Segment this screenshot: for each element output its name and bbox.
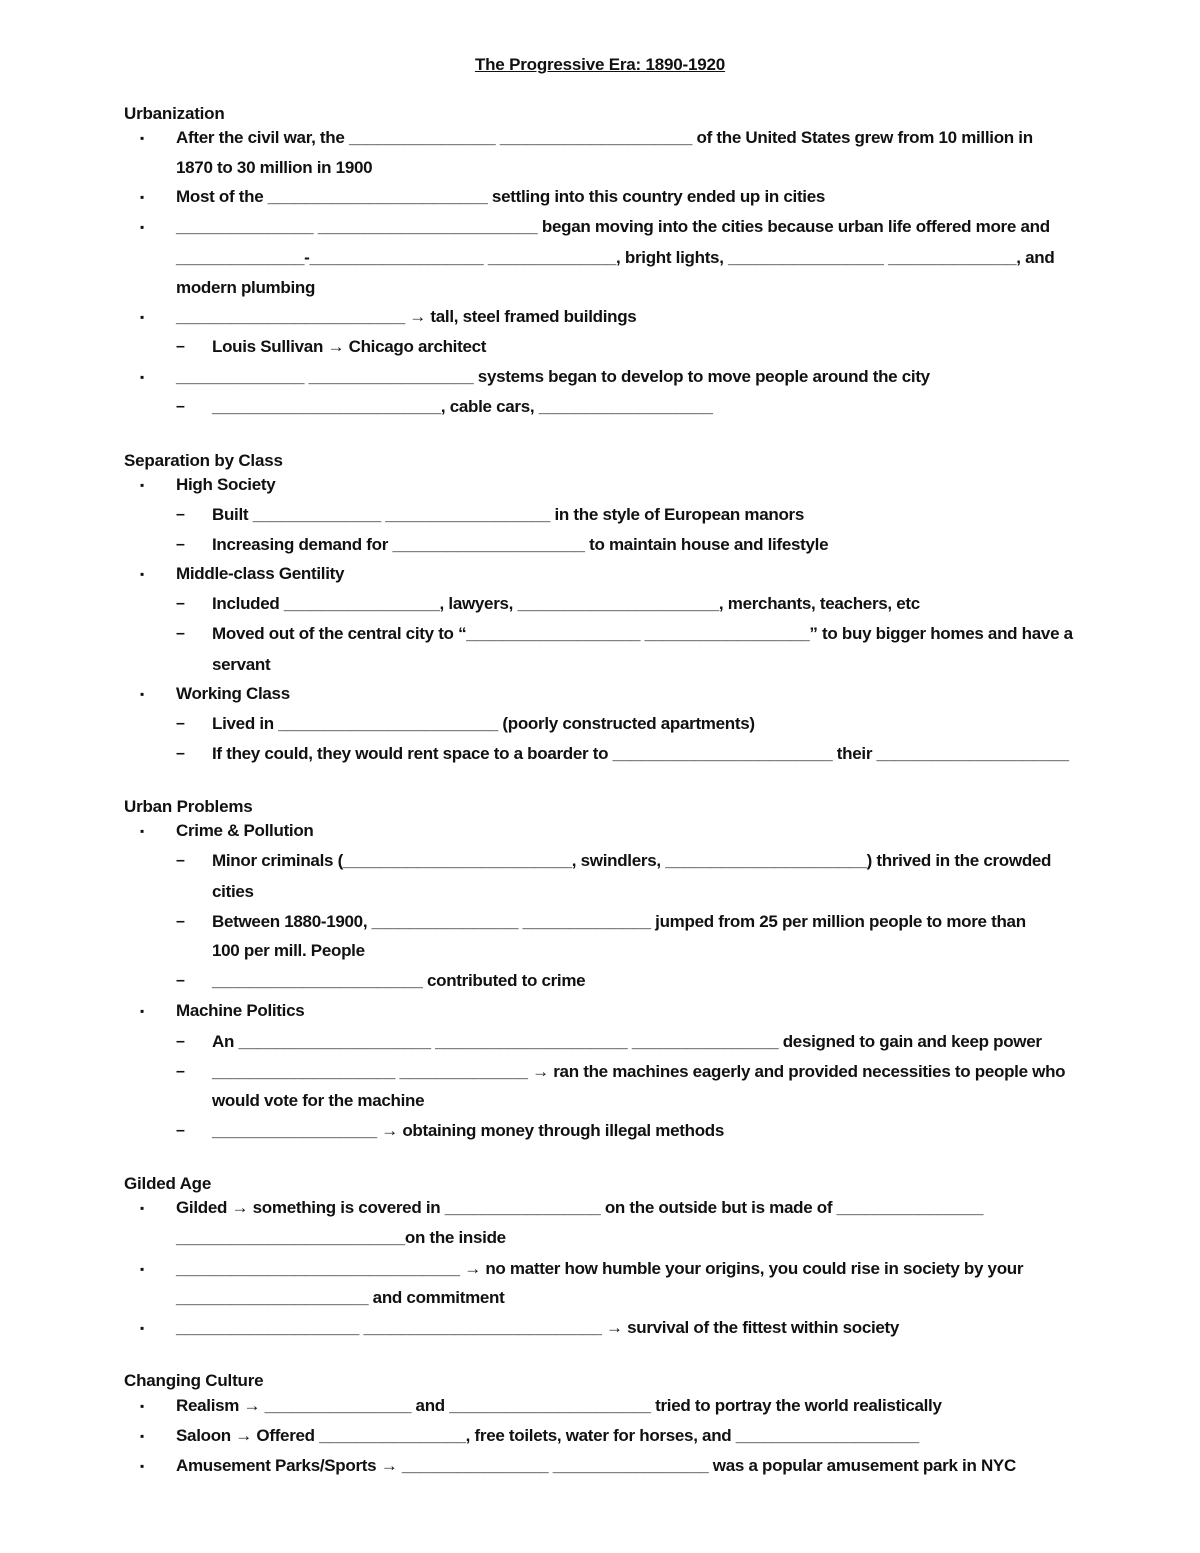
bullet-marker: ▪ (140, 687, 145, 701)
note-line: Machine Politics (176, 1001, 305, 1020)
bullet-marker: ▪ (140, 370, 145, 384)
section-heading-gilded-age: Gilded Age (124, 1174, 212, 1193)
dash-marker: – (176, 1033, 185, 1050)
note-line: After the civil war, the ________________ _____________________ of the United States grew from 10 million in (176, 128, 1033, 147)
sub-note-line: Minor criminals (_________________________, swindlers, ______________________) thrived in the crowded (212, 851, 1052, 870)
bullet-marker: ▪ (140, 1004, 145, 1018)
bullet-marker: ▪ (140, 478, 145, 492)
bullet-marker: ▪ (140, 567, 145, 581)
sub-note-line: __________________ → obtaining money through illegal methods (212, 1121, 725, 1140)
note-line: Most of the ________________________ settling into this country ended up in cities (176, 187, 826, 206)
dash-marker: – (176, 338, 185, 355)
dash-marker: – (176, 745, 185, 762)
dash-marker: – (176, 625, 185, 642)
dash-marker: – (176, 913, 185, 930)
sub-note-line-continued: 100 per mill. People (212, 941, 365, 960)
sub-note-line: ____________________ ______________ → ran the machines eagerly and provided necessities to people who (212, 1062, 1066, 1081)
dash-marker: – (176, 972, 185, 989)
section-heading-urbanization: Urbanization (124, 104, 225, 123)
note-line: Saloon → Offered ________________, free toilets, water for horses, and ____________________ (176, 1426, 919, 1445)
bullet-marker: ▪ (140, 131, 145, 145)
dash-marker: – (176, 1063, 185, 1080)
dash-marker: – (176, 852, 185, 869)
note-line: Working Class (176, 684, 290, 703)
sub-note-line: Increasing demand for _____________________ to maintain house and lifestyle (212, 535, 829, 554)
bullet-marker: ▪ (140, 1429, 145, 1443)
sub-note-line-continued: would vote for the machine (212, 1091, 425, 1110)
sub-note-line: _______________________ contributed to crime (212, 971, 586, 990)
section-heading-urban-problems: Urban Problems (124, 797, 253, 816)
note-line: High Society (176, 475, 276, 494)
note-line: Middle-class Gentility (176, 564, 345, 583)
sub-note-line: An _____________________ _____________________ ________________ designed to gain and keep power (212, 1032, 1042, 1051)
note-line: Gilded → something is covered in _________________ on the outside but is made of ________________ (176, 1198, 984, 1217)
section-heading-separation-by-class: Separation by Class (124, 451, 283, 470)
dash-marker: – (176, 595, 185, 612)
note-line-continued: modern plumbing (176, 278, 316, 297)
dash-marker: – (176, 715, 185, 732)
page-title: The Progressive Era: 1890-1920 (474, 55, 726, 74)
dash-marker: – (176, 536, 185, 553)
bullet-marker: ▪ (140, 824, 145, 838)
bullet-marker: ▪ (140, 190, 145, 204)
note-line-continued: ______________-___________________ ______________, bright lights, _________________ ______________, and (176, 248, 1055, 267)
note-line: _______________________________ → no matter how humble your origins, you could rise in society by your (176, 1259, 1024, 1278)
sub-note-line: _________________________, cable cars, ___________________ (212, 397, 713, 416)
bullet-marker: ▪ (140, 310, 145, 324)
note-line-continued: _________________________on the inside (176, 1228, 506, 1247)
sub-note-line: Louis Sullivan → Chicago architect (212, 337, 487, 356)
dash-marker: – (176, 398, 185, 415)
note-line-continued: 1870 to 30 million in 1900 (176, 158, 373, 177)
bullet-marker: ▪ (140, 1459, 145, 1473)
note-line: ______________ __________________ systems began to develop to move people around the city (176, 367, 930, 386)
dash-marker: – (176, 1122, 185, 1139)
bullet-marker: ▪ (140, 1321, 145, 1335)
sub-note-line: If they could, they would rent space to a boarder to ________________________ their _____________________ (212, 744, 1069, 763)
note-line: _______________ ________________________ began moving into the cities because urban life offered more and (176, 217, 1050, 236)
sub-note-line: Included _________________, lawyers, ______________________, merchants, teachers, etc (212, 594, 920, 613)
note-line: ____________________ __________________________ → survival of the fittest within society (176, 1318, 900, 1337)
dash-marker: – (176, 506, 185, 523)
bullet-marker: ▪ (140, 1262, 145, 1276)
bullet-marker: ▪ (140, 1399, 145, 1413)
note-line-continued: _____________________ and commitment (176, 1288, 505, 1307)
bullet-marker: ▪ (140, 1201, 145, 1215)
note-line: Amusement Parks/Sports → ________________ _________________ was a popular amusement park in NYC (176, 1456, 1016, 1475)
sub-note-line: Lived in ________________________ (poorly constructed apartments) (212, 714, 755, 733)
note-line: Crime & Pollution (176, 821, 314, 840)
sub-note-line: Between 1880-1900, ________________ ______________ jumped from 25 per million people to more than (212, 912, 1026, 931)
section-heading-changing-culture: Changing Culture (124, 1371, 264, 1390)
note-line: Realism → ________________ and ______________________ tried to portray the world realistically (176, 1396, 942, 1415)
sub-note-line: Moved out of the central city to “___________________ __________________” to buy bigger homes and have a (212, 624, 1073, 643)
sub-note-line-continued: cities (212, 882, 254, 901)
sub-note-line-continued: servant (212, 655, 271, 674)
bullet-marker: ▪ (140, 220, 145, 234)
sub-note-line: Built ______________ __________________ in the style of European manors (212, 505, 805, 524)
note-line: _________________________ → tall, steel framed buildings (176, 307, 637, 326)
